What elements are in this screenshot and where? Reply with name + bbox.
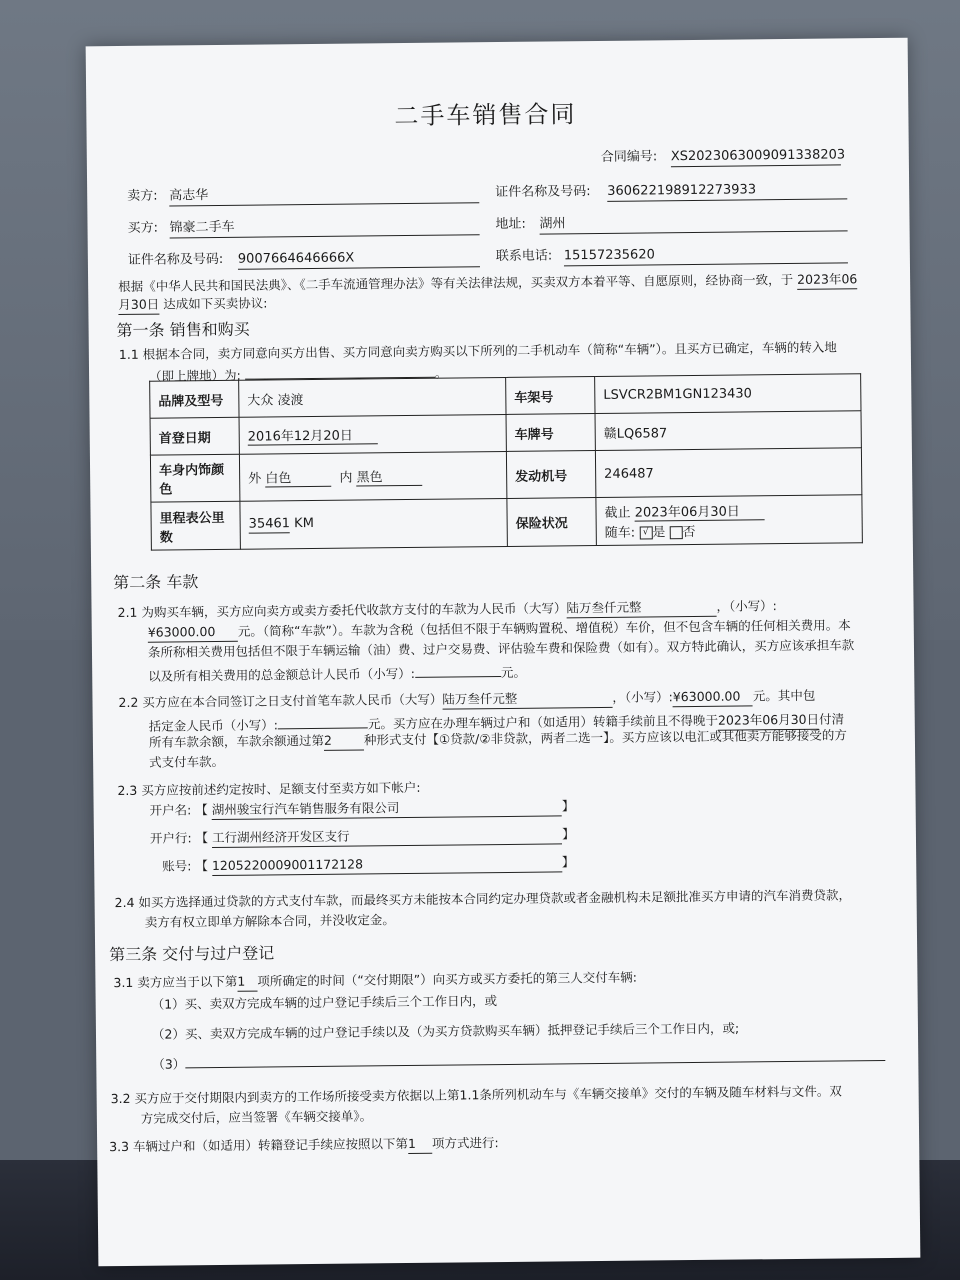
exterior-color: 白色: [265, 467, 331, 488]
insurance-until: 2023年06月30日: [635, 500, 765, 521]
clause-3-1: 3.1 卖方应当于以下第1 项所确定的时间（“交付期限”）向买方或买方委托的第三人交付车辆:: [113, 969, 638, 991]
plate-label: 车牌号: [506, 414, 595, 452]
plate-value: 赣LQ6587: [595, 411, 861, 451]
vehicle-info-table: [149, 373, 863, 550]
vin-label: 车架号: [506, 377, 595, 415]
interior-color: 黑色: [357, 466, 423, 487]
table-row: [150, 448, 861, 502]
account-no-row: 账号: 【 1205220009001172128 】: [162, 853, 574, 876]
clause-2-1-c: 条所称相关费用包括但不限于车辆运输（油）费、过户交易费、评估验车费和保险费（如有）。双方特此确认，买方应该承担车款: [147, 637, 855, 660]
seller-id: 360622198912273933: [607, 180, 847, 202]
article-1-title: 第一条 销售和购买: [116, 319, 250, 341]
engine-label: 发动机号: [506, 451, 595, 499]
contract-no: XS2023063009091338203: [671, 146, 841, 167]
buyer-name: 锦豪二手车: [169, 216, 479, 238]
seller-id-label: 证件名称及号码:: [495, 184, 591, 201]
clause-1-1: 1.1 根据本合同，卖方同意向买方出售、买方同意向卖方购买以下所列的二手机动车（简称“车辆”）。且买方已确定，车辆的转入地: [118, 339, 837, 363]
account-no: 1205220009001172128: [212, 853, 562, 876]
seller-name: 高志华: [169, 184, 479, 206]
insurance-label: 保险状况: [507, 498, 596, 547]
account-name: 湖州骏宝行汽车销售服务有限公司: [212, 797, 562, 820]
clause-2-4-b: 卖方有权立即单方解除本合同，并没收定金。: [144, 912, 395, 930]
seller-label: 卖方:: [127, 188, 158, 204]
contract-paper: [86, 38, 921, 1267]
clause-3-2: 3.2 买方应于交付期限内到卖方的工作场所接受卖方依据以上第1.1条所列机动车与《车辆交接单》交付的车辆及随车材料与文件。双: [110, 1083, 842, 1107]
clause-2-3: 2.3 买方应按前述约定按时、足额支付至卖方如下帐户:: [117, 779, 421, 799]
phone-value: 15157235620: [564, 244, 848, 266]
reg-date-value: 2016年12月20日: [248, 424, 378, 445]
clause-3-3: 3.3 车辆过户和（如适用）转籍登记手续应按照以下第1 项方式进行:: [109, 1135, 499, 1155]
color-label: 车身内饰颜色: [150, 454, 239, 502]
checkbox-no: [669, 526, 682, 539]
clause-2-2-b: 括定金人民币（小写）: 元。买方应在办理车辆过户和（如适用）转籍手续前且不得晚于2023年06月30日付清: [148, 711, 845, 734]
engine-value: 246487: [595, 448, 861, 498]
table-row: [151, 495, 862, 550]
article-2-title: 第二条 车款: [113, 572, 199, 593]
mileage-label: 里程表公里数: [151, 501, 240, 550]
account-bank-row: 开户行: 【 工行湖州经济开发区支行 】: [150, 825, 575, 848]
clause-2-1-b: ¥63000.00 元。（简称“车款”）。车款为含税（包括但不限于车辆购置税、增值税）车价，但不包含车辆的任何相关费用。本: [148, 616, 851, 642]
address-label: 地址:: [495, 216, 526, 233]
vin-value: LSVCR2BM1GN123430: [595, 374, 861, 414]
phone-label: 联系电话:: [495, 248, 553, 265]
buyer-id: 9007664646666X: [238, 248, 480, 270]
clause-2-1-d: 以及所有相关费用的总金额总计人民币（小写）: 元。: [148, 660, 526, 686]
clause-2-1: 2.1 为购买车辆，买方应向卖方或卖方委托代收款方支付的车款为人民币（大写）陆万叁仟元整 ，（小写）:: [117, 598, 777, 621]
clause-2-2-c: 所有车款余额，车款余额通过第2 种形式支付【①贷款/②非贷款，两者二选一】。买方应该以电汇或其他卖方能够接受的方: [148, 727, 847, 750]
color-cell: 外 白色 内 黑色: [239, 451, 506, 501]
buyer-label: 买方:: [127, 220, 159, 236]
contract-no-label: 合同编号:: [600, 149, 658, 165]
contract-title: 二手车销售合同: [394, 100, 577, 131]
clause-3-1-option-2: （2）买、卖双方完成车辆的过户登记手续以及（为买方贷款购买车辆）抵押登记手续后三个工作日内，或;: [151, 1020, 740, 1042]
account-name-row: 开户名: 【 湖州骏宝行汽车销售服务有限公司 】: [150, 797, 575, 820]
clause-2-2-d: 式支付车款。: [149, 753, 225, 770]
clause-3-1-option-3: （3）: [152, 1044, 885, 1074]
reg-date-cell: [239, 414, 506, 454]
checkbox-yes: √: [639, 526, 652, 539]
reg-date-label: 首登日期: [150, 417, 239, 455]
article-3-title: 第三条 交付与过户登记: [109, 943, 275, 965]
intro-text: 根据《中华人民共和国民法典》、《二手车流通管理办法》等有关法律法规，买卖双方本着平等、自愿原则，经协商一致，于 2023年06: [118, 271, 858, 295]
account-bank: 工行湖州经济开发区支行: [212, 825, 562, 848]
address-value: 湖州: [539, 212, 847, 234]
intro-text-2: 月30日 达成如下买卖协议:: [118, 294, 267, 315]
buyer-id-label: 证件名称及号码:: [127, 251, 224, 268]
brand-value: 大众 凌渡: [239, 377, 506, 417]
mileage-cell: 35461 KM: [240, 498, 507, 549]
clause-2-4: 2.4 如买方选择通过贷款的方式支付车款，而最终买方未能按本合同约定办理贷款或者金融机构未足额批准买方申请的汽车消费贷款，: [114, 887, 852, 911]
clause-3-2-b: 方完成交付后，应当签署《车辆交接单》。: [140, 1108, 373, 1126]
clause-3-1-option-1: （1）买、卖双方完成车辆的过户登记手续后三个工作日内，或: [151, 993, 498, 1012]
mileage-value: 35461: [248, 516, 291, 532]
insurance-cell: 截止 2023年06月30日 随车: √ 是 否: [596, 495, 862, 546]
clause-1-1-b: （即上牌地）为: 。: [149, 361, 447, 386]
clause-2-2: 2.2 买方应在本合同签订之日支付首笔车款人民币（大写）陆万叁仟元整 ，（小写）:¥63000.00 元。其中包: [118, 687, 816, 711]
brand-label: 品牌及型号: [150, 380, 239, 418]
